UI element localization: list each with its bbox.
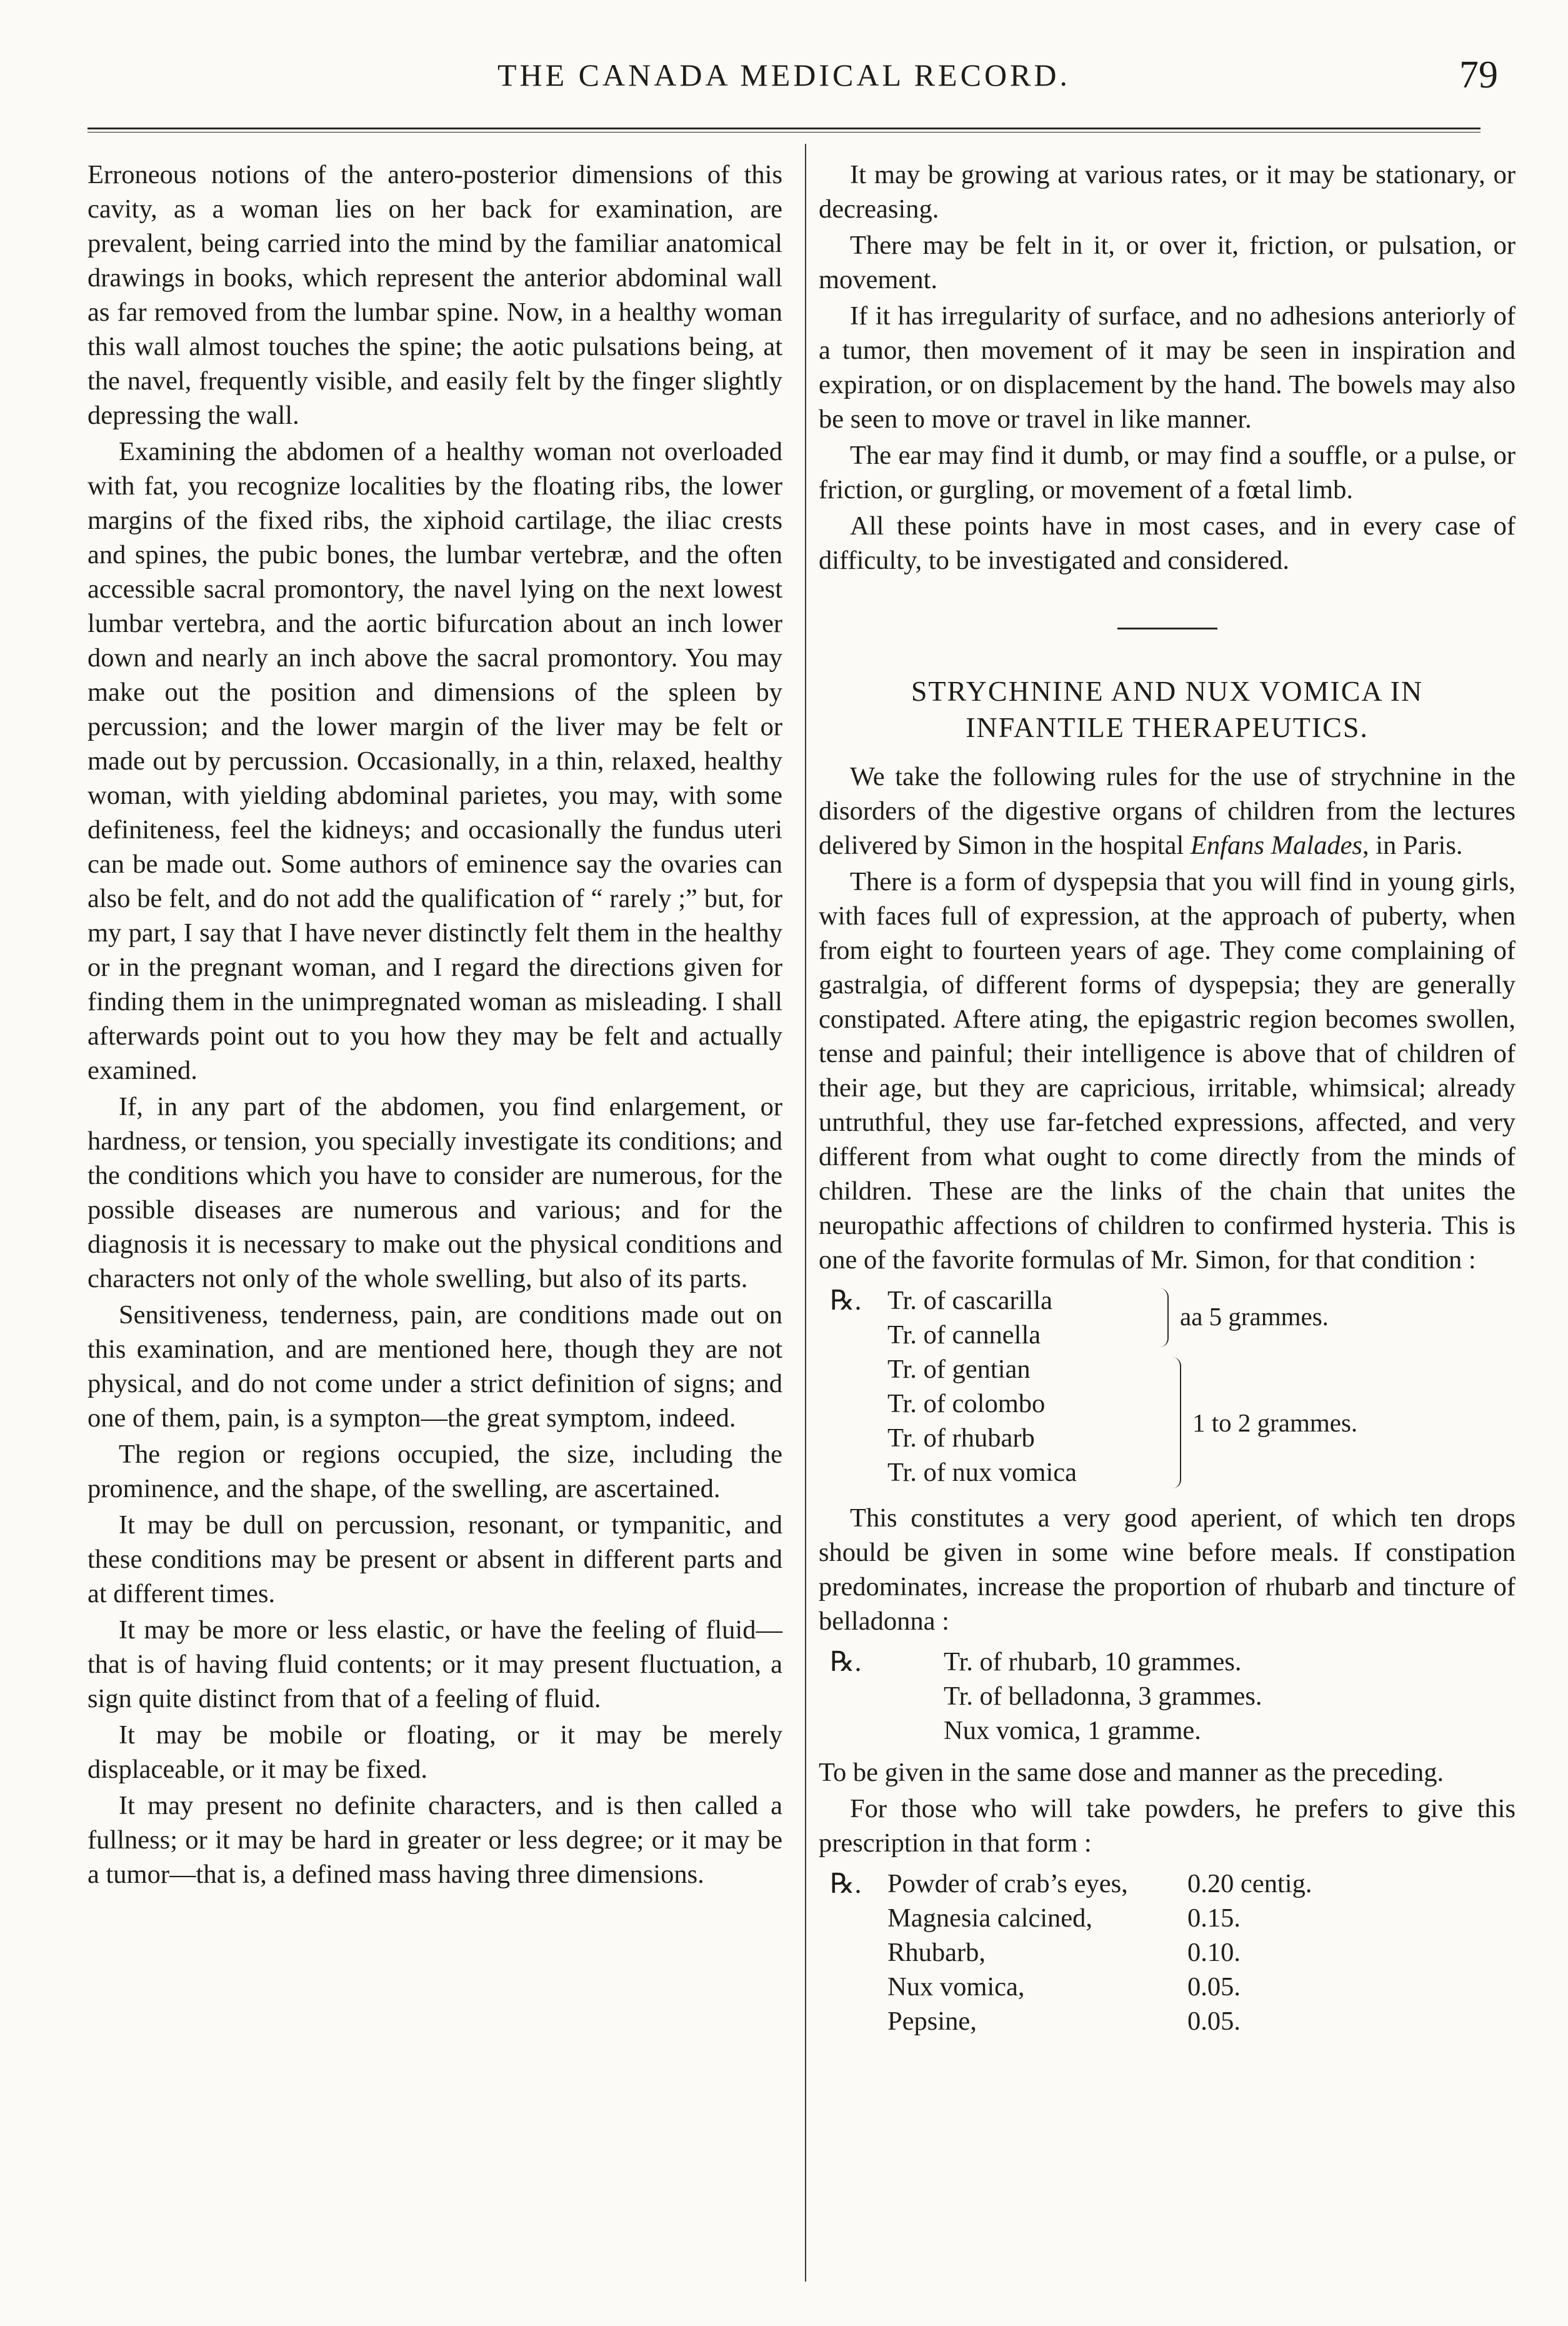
rx-dose: 1 to 2 grammes. <box>1192 1408 1358 1437</box>
paragraph: It may be more or less elastic, or have the feeling of fluid—that is of having fluid contents; or it may present fluctuation, a sign quite distinct from that of a feeling of fluid. <box>87 1615 782 1713</box>
rx-row <box>887 2004 1516 2038</box>
rx-symbol: ℞. <box>830 1285 862 1316</box>
prescription-1 <box>819 1283 1516 1493</box>
section-rule <box>1117 628 1217 629</box>
rx-item-quantity: 0.20 centig. <box>1187 1869 1312 1898</box>
rx-table <box>887 1867 1516 2038</box>
rx-item-quantity: 0.05. <box>1187 1972 1241 2002</box>
rx-item-quantity: 0.10. <box>1187 1938 1241 1967</box>
rx-ingredient: Tr. of rhubarb <box>887 1423 1035 1453</box>
rx-ingredient: Tr. of colombo <box>887 1389 1046 1418</box>
rx-symbol: ℞. <box>830 1868 862 1899</box>
journal-title: THE CANADA MEDICAL RECORD. <box>497 58 1071 93</box>
rx-ingredient: Tr. of cannella <box>887 1320 1041 1350</box>
prescription-2 <box>819 1645 1516 1748</box>
paragraph: If, in any part of the abdomen, you find enlargement, or hardness, or tension, you specially investigate its conditions; and the conditions which you have to consider are numerous, for the possible diseases are numerous and various; and for the diagnosis it is necessary to make out the physical conditions and characters not only of the whole swelling, but also of its parts. <box>87 1092 782 1293</box>
rx-item-quantity: 0.05. <box>1187 2007 1241 2036</box>
paragraph: Examining the abdomen of a healthy woman not overloaded with fat, you recognize localities by the floating ribs, the lower margins of the fixed ribs, the xiphoid cartilage, the iliac crests and spines, the pubic bones, the lumbar vertebræ, and the often accessible sacral promontory, the navel lying on the next lowest lumbar vertebra, and the aortic bifurcation about an inch lower down and nearly an inch above the sacral promontory. You may make out the position and dimensions of the spleen by percussion; and the lower margin of the liver may be felt or made out by percussion. Occasionally, in a thin, relaxed, healthy woman, with yielding abdominal parietes, you may, with some definiteness, feel the kidneys; and occasionally the fundus uteri can be made out. Some authors of eminence say the ovaries can also be felt, and do not add the qualification of “ rarely ;” but, for my part, I say that I have never distinctly felt them in the healthy or in the pregnant woman, and I regard the directions given for finding them in the unimpregnated woman as misleading. I shall afterwards point out to you how they may be felt and actually examined. <box>87 437 782 1085</box>
hospital-name: Enfans Malades <box>1190 831 1362 860</box>
rx-ingredient: Tr. of cascarilla <box>887 1286 1052 1315</box>
rx-item-name: Pepsine, <box>887 2007 977 2036</box>
right-column <box>819 158 1516 2046</box>
article-title <box>819 673 1516 746</box>
paragraph: All these points have in most cases, and in every case of difficulty, to be investigated and considered. <box>819 511 1516 575</box>
paragraph: This constitutes a very good aperient, of which ten drops should be given in some wine before meals. If constipation predominates, increase the proportion of rhubarb and tincture of belladonna : <box>819 1503 1516 1636</box>
paragraph: To be given in the same dose and manner as the preceding. <box>819 1758 1444 1787</box>
paragraph: Erroneous notions of the antero-posterior dimensions of this cavity, as a woman lies on her back for examination, are prevalent, being carried into the mind by the familiar anatomical drawings in books, which represent the anterior abdominal wall as far removed from the lumbar spine. Now, in a healthy woman this wall almost touches the spine; the aotic pulsations being, at the navel, frequently visible, and easily felt by the finger slightly depressing the wall. <box>87 160 782 430</box>
header-rule <box>87 128 1481 133</box>
rx-ingredient: Tr. of belladonna, 3 grammes. <box>944 1682 1262 1711</box>
rx-ingredient: Nux vomica, 1 gramme. <box>944 1716 1201 1745</box>
intro-text: , in Paris. <box>1362 831 1463 860</box>
rx-row <box>887 1935 1516 1970</box>
rx-row <box>887 1970 1516 2004</box>
paragraph: There may be felt in it, or over it, friction, or pulsation, or movement. <box>819 231 1516 294</box>
rx-brace <box>1169 1357 1181 1488</box>
rx-ingredients <box>944 1645 1516 1748</box>
rx-ingredient: Tr. of rhubarb, 10 grammes. <box>944 1647 1242 1677</box>
paragraph: There is a form of dyspepsia that you will find in young girls, with faces full of expression, at the approach of puberty, when from eight to fourteen years of age. They come complaining of gastralgia, of different forms of dyspepsia; they are generally constipated. Aftere ating, the epigastric region becomes swollen, tense and painful; their intelligence is above that of children of their age, but they are capricious, irritable, whimsical; already untruthful, they use far-fetched expressions, affected, and very different from what ought to come directly from the minds of children. These are the links of the chain that unites the neuropathic affections of children to confirmed hysteria. This is one of the favorite formulas of Mr. Simon, for that condition : <box>819 867 1516 1275</box>
rx-brace <box>1156 1288 1169 1347</box>
rx-item-name: Rhubarb, <box>887 1938 986 1967</box>
rx-item-name: Powder of crab’s eyes, <box>887 1869 1128 1898</box>
page-number: 79 <box>1459 54 1498 96</box>
paragraph: If it has irregularity of surface, and no adhesions anteriorly of a tumor, then movement of it may be seen in inspiration and expiration, or on displacement by the hand. The bowels may also be seen to move or travel in like manner. <box>819 301 1516 434</box>
paragraph: The ear may find it dumb, or may find a souffle, or a pulse, or friction, or gurgling, or movement of a fœtal limb. <box>819 441 1516 504</box>
article-intro <box>819 759 1516 863</box>
rx-item-quantity: 0.15. <box>1187 1903 1241 1933</box>
paragraph: Sensitiveness, tenderness, pain, are conditions made out on this examination, and are mentioned here, though they are not physical, and do not come under a strict definition of signs; and one of them, pain, is a sympton—the great symptom, indeed. <box>87 1300 782 1433</box>
paragraph: For those who will take powders, he prefers to give this prescription in that form : <box>819 1794 1516 1858</box>
intro-text: We take the following rules for the use of strychnine in the disorders of the digestive organs of children from the lectures delivered by Simon in the hospital <box>819 762 1516 860</box>
rx-symbol: ℞. <box>830 1647 862 1677</box>
rx-item-name: Nux vomica, <box>887 1972 1025 2002</box>
rx-dose: aa 5 grammes. <box>1180 1302 1329 1331</box>
paragraph: It may be growing at various rates, or it may be stationary, or decreasing. <box>819 160 1516 224</box>
rx-item-name: Magnesia calcined, <box>887 1903 1093 1933</box>
article-title-line: STRYCHNINE AND NUX VOMICA IN <box>911 675 1424 707</box>
rx-ingredient: Tr. of nux vomica <box>887 1458 1077 1487</box>
running-head <box>0 50 1568 100</box>
rx-row <box>887 1901 1516 1935</box>
prescription-3 <box>819 1867 1516 2038</box>
rx-ingredient: Tr. of gentian <box>887 1355 1031 1384</box>
left-column <box>87 158 782 1893</box>
paragraph: It may be mobile or floating, or it may be merely displaceable, or it may be fixed. <box>87 1720 782 1784</box>
rx-row <box>887 1867 1516 1901</box>
paragraph: It may present no definite characters, and is then called a fullness; or it may be hard in greater or less degree; or it may be a tumor—that is, a defined mass having three dimensions. <box>87 1791 782 1889</box>
paragraph: It may be dull on percussion, resonant, or tympanitic, and these conditions may be present or absent in different parts and at different times. <box>87 1510 782 1608</box>
paragraph: The region or regions occupied, the size, including the prominence, and the shape, of the swelling, are ascertained. <box>87 1440 782 1503</box>
column-divider <box>805 144 806 2282</box>
article-title-line: INFANTILE THERAPEUTICS. <box>966 711 1369 743</box>
